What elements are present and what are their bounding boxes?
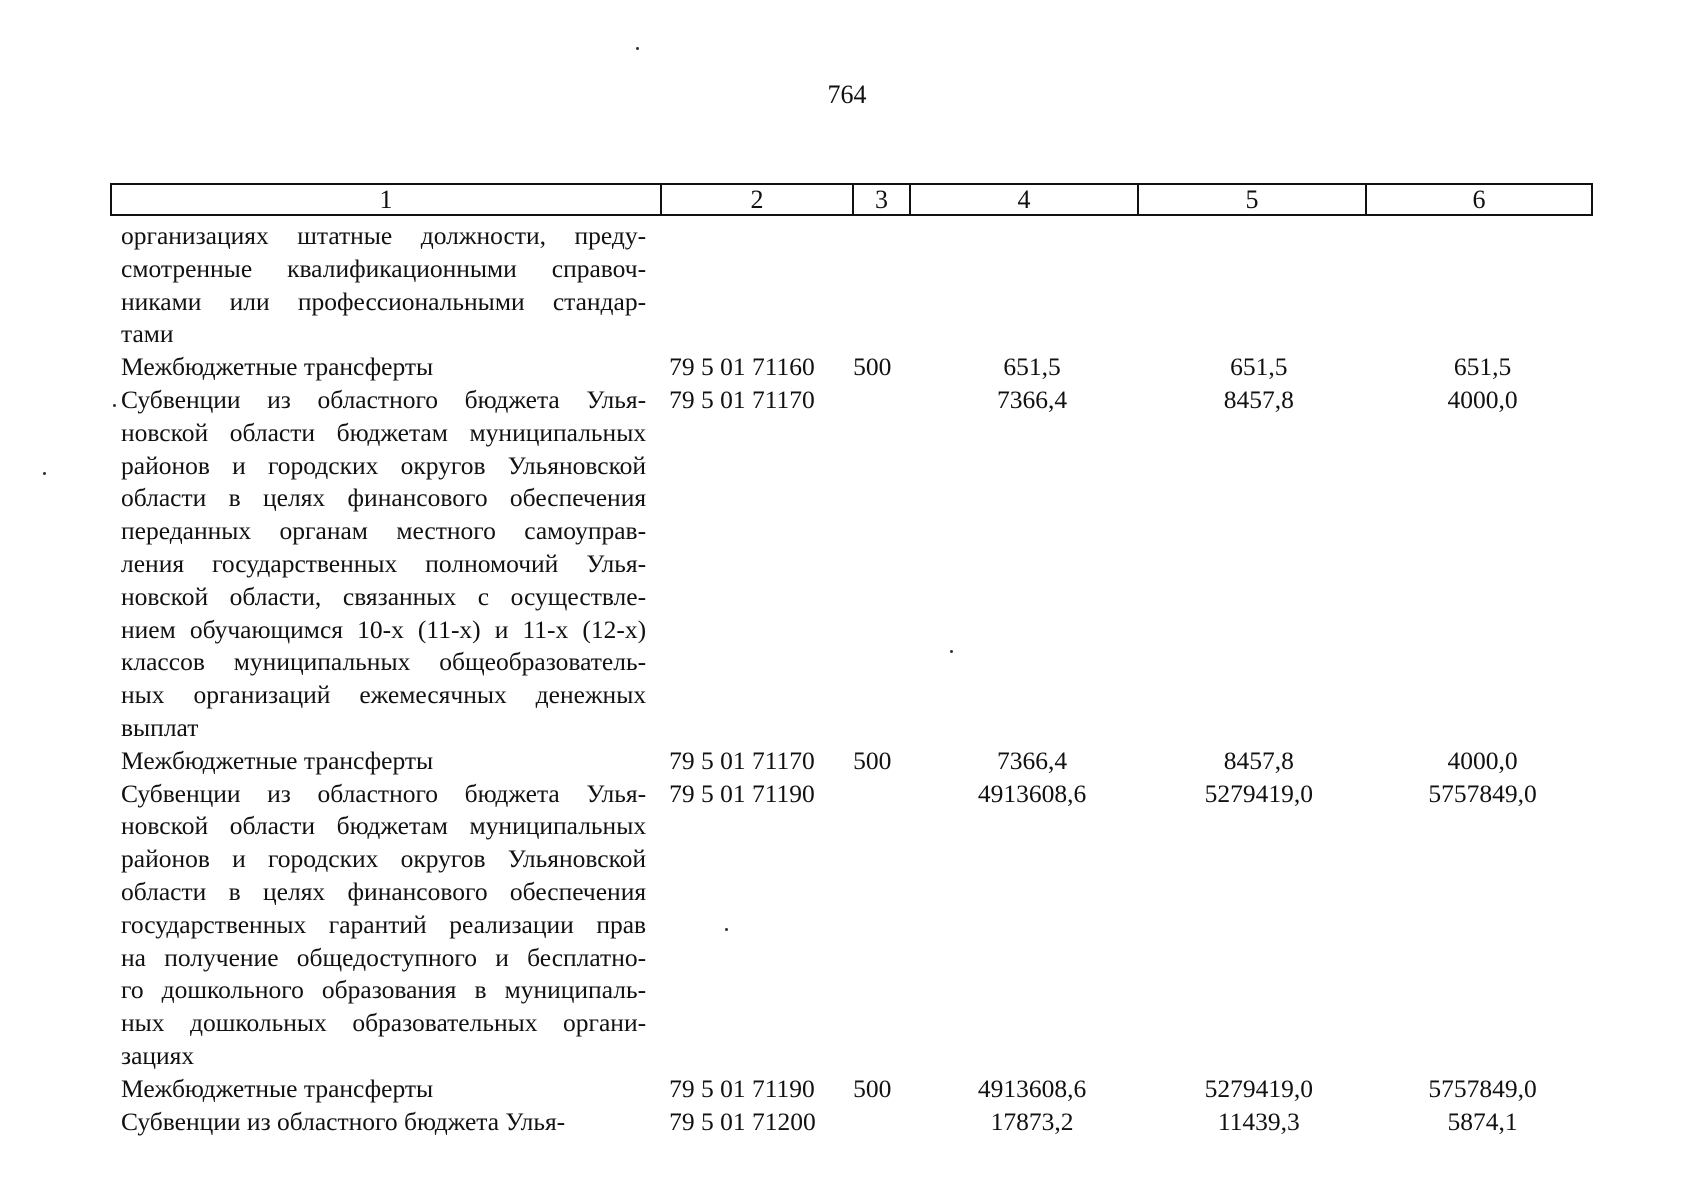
scan-speck <box>725 928 728 931</box>
table-row <box>121 745 1593 778</box>
row-name-line: Субвенции из областного бюджета Улья- <box>121 778 647 808</box>
table-body <box>121 220 1593 1138</box>
row-name-line: Межбюджетные трансферты <box>121 1073 434 1103</box>
row-code: 79 5 01 71190 <box>669 1073 815 1103</box>
table-row <box>121 351 1593 384</box>
row-name-line: государственных гарантий реализации прав <box>121 909 647 939</box>
row-name <box>121 778 646 1073</box>
row-name-line: новской области, связанных с осуществле- <box>121 581 647 611</box>
row-vr: 500 <box>853 1073 892 1103</box>
row-name-line: ных организаций ежемесячных денежных <box>121 680 647 710</box>
row-code: 79 5 01 71200 <box>669 1106 816 1136</box>
row-value-4: 17873,2 <box>990 1106 1074 1136</box>
row-vr <box>853 384 919 745</box>
row-name-line: новской области бюджетам муниципальных <box>121 417 647 447</box>
row-name-line: классов муниципальных общеобразователь- <box>121 647 647 677</box>
row-value-4: 7366,4 <box>997 745 1068 775</box>
row-value-6 <box>1372 220 1593 351</box>
table-row <box>121 1106 1593 1139</box>
header-col-4: 4 <box>911 185 1139 214</box>
row-value-5: 8457,8 <box>1223 745 1294 775</box>
row-vr <box>853 778 919 1073</box>
row-vr <box>853 220 919 351</box>
scan-speck <box>950 650 953 653</box>
table-row <box>121 1073 1593 1106</box>
row-value-5: 8457,8 <box>1223 384 1294 414</box>
row-code: 79 5 01 71170 <box>669 745 815 775</box>
row-name-line: нием обучающимся 10-х (11-х) и 11-х (12-х) <box>121 614 647 644</box>
row-code: 79 5 01 71190 <box>669 778 815 808</box>
row-value-6: 5874,1 <box>1447 1106 1518 1136</box>
row-name-line: никами или профессиональными стандар- <box>121 286 647 316</box>
row-name-line: тами <box>121 319 174 349</box>
row-value-5 <box>1145 220 1372 351</box>
row-name-line: ления государственных полномочий Улья- <box>121 548 647 578</box>
table-row <box>121 220 1593 351</box>
scan-speck <box>43 472 46 475</box>
row-name <box>121 220 646 351</box>
row-value-5: 11439,3 <box>1217 1106 1300 1136</box>
row-value-5: 5279419,0 <box>1204 1073 1314 1103</box>
row-name-line: Субвенции из областного бюджета Улья- <box>121 384 647 414</box>
row-value-4: 4913608,6 <box>977 778 1087 808</box>
table-row <box>121 778 1593 1073</box>
row-name-line: смотренные квалификационными справоч- <box>121 253 647 283</box>
row-name-line: зациях <box>121 1040 195 1070</box>
row-value-6: 4000,0 <box>1447 745 1518 775</box>
row-value-6: 5757849,0 <box>1428 1073 1537 1103</box>
header-col-1: 1 <box>112 185 662 214</box>
scan-speck <box>113 404 116 407</box>
row-value-5: 651,5 <box>1230 352 1288 382</box>
page-number: 764 <box>827 80 867 109</box>
row-name-line: Субвенции из областного бюджета Улья- <box>121 1106 566 1136</box>
scan-speck <box>636 47 639 50</box>
row-name-line: новской области бюджетам муниципальных <box>121 811 647 841</box>
row-name <box>121 351 646 384</box>
row-name-line: области в целях финансового обеспечения <box>121 483 647 513</box>
row-value-4: 651,5 <box>1003 352 1061 382</box>
row-name-line: переданных органам местного самоуправ- <box>121 516 647 546</box>
row-value-4: 4913608,6 <box>977 1073 1087 1103</box>
row-code: 79 5 01 71160 <box>669 352 815 382</box>
row-name <box>121 1073 646 1106</box>
header-col-3: 3 <box>854 185 911 214</box>
row-name-line: организациях штатные должности, преду- <box>121 221 647 250</box>
row-value-5: 5279419,0 <box>1204 778 1314 808</box>
row-code: 79 5 01 71170 <box>669 384 815 414</box>
row-name-line: на получение общедоступного и бесплатно- <box>121 942 647 972</box>
row-name <box>121 1106 646 1139</box>
row-vr: 500 <box>853 745 892 775</box>
row-name <box>121 745 646 778</box>
row-vr: 500 <box>853 352 892 382</box>
row-name-line: ных дошкольных образовательных органи- <box>121 1008 647 1038</box>
row-vr <box>853 1106 919 1139</box>
row-value-6: 4000,0 <box>1447 384 1518 414</box>
row-value-6: 5757849,0 <box>1428 778 1537 808</box>
header-col-6: 6 <box>1472 185 1486 214</box>
row-value-4: 7366,4 <box>997 384 1068 414</box>
row-name-line: Межбюджетные трансферты <box>121 745 434 775</box>
row-value-6: 651,5 <box>1453 352 1512 382</box>
table-header <box>110 183 1593 216</box>
row-name-line: районов и городских округов Ульяновской <box>121 844 647 874</box>
header-col-2: 2 <box>662 185 854 214</box>
row-value-4 <box>919 220 1146 351</box>
row-name-line: Межбюджетные трансферты <box>121 352 434 382</box>
row-name-line: районов и городских округов Ульяновской <box>121 450 647 480</box>
table-row <box>121 384 1593 745</box>
row-code <box>646 220 853 351</box>
row-name <box>121 384 646 745</box>
row-name-line: го дошкольного образования в муниципаль- <box>121 975 647 1005</box>
row-name-line: области в целях финансового обеспечения <box>121 876 647 906</box>
header-col-5: 5 <box>1139 185 1367 214</box>
row-name-line: выплат <box>121 712 199 742</box>
